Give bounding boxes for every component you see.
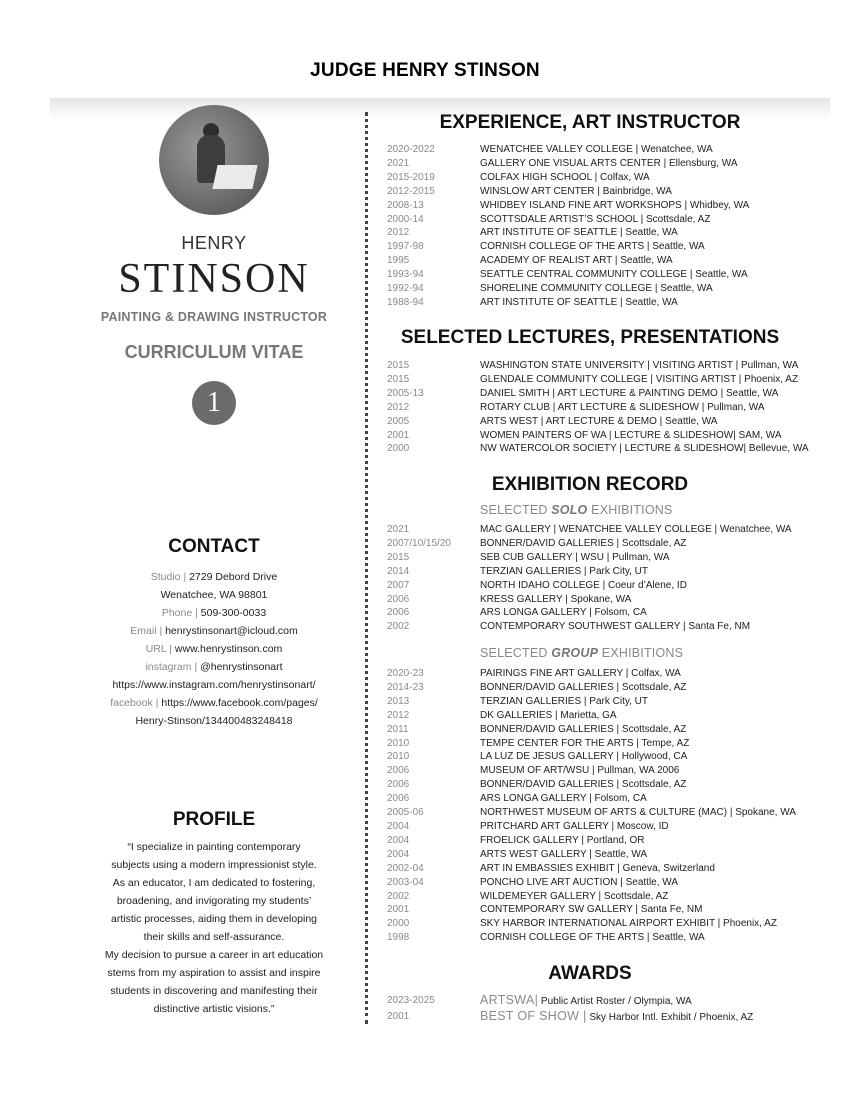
- row-text: SEATTLE CENTRAL COMMUNITY COLLEGE | Seattle, WA: [480, 269, 748, 281]
- row-text: SEB CUB GALLERY | WSU | Pullman, WA: [480, 551, 670, 563]
- list-item: [387, 792, 827, 806]
- row-year: 2014: [387, 565, 410, 577]
- list-item: [387, 373, 827, 387]
- row-text: TERZIAN GALLERIES | Park City, UT: [480, 695, 648, 707]
- row-text: GALLERY ONE VISUAL ARTS CENTER | Ellensburg, WA: [480, 157, 738, 169]
- award-desc: Public Artist Roster / Olympia, WA: [538, 996, 692, 1007]
- row-year: 2004: [387, 848, 410, 860]
- row-year: 2005-13: [387, 387, 424, 399]
- instagram-handle[interactable]: @henrystinsonart: [200, 661, 283, 673]
- row-text: GLENDALE COMMUNITY COLLEGE | VISITING ARTIST | Phoenix, AZ: [480, 373, 799, 385]
- list-item: [387, 268, 827, 282]
- list-item: [387, 750, 827, 764]
- list-item: [387, 143, 827, 157]
- row-text: NW WATERCOLOR SOCIETY | LECTURE & SLIDESHOW| Bellevue, WA: [480, 443, 809, 455]
- row-text: WASHINGTON STATE UNIVERSITY | VISITING ARTIST | Pullman, WA: [480, 360, 799, 371]
- row-year: 2021: [387, 524, 410, 535]
- list-item: [387, 157, 827, 171]
- award-name: BEST OF SHOW |: [480, 1009, 587, 1023]
- awards-heading: AWARDS: [548, 963, 632, 984]
- list-item: [387, 903, 827, 917]
- list-item: [387, 695, 827, 709]
- list-item: [387, 931, 827, 945]
- list-item: [387, 213, 827, 227]
- row-text: WINSLOW ART CENTER | Bainbridge, WA: [480, 185, 672, 197]
- profile-text: [95, 838, 333, 1018]
- row-year: 2000: [387, 918, 410, 930]
- dotted-divider: [365, 112, 368, 1024]
- award-row: [387, 1009, 827, 1025]
- award-year: 2023-2025: [387, 995, 435, 1006]
- profile-line: As an educator, I am dedicated to fostering,: [112, 877, 316, 889]
- group-subheading: SELECTED GROUP EXHIBITIONS: [480, 646, 684, 660]
- number-badge: 1: [192, 381, 236, 425]
- row-text: BONNER/DAVID GALLERIES | Scottsdale, AZ: [480, 779, 687, 791]
- row-text: MUSEUM OF ART/WSU | Pullman, WA 2006: [480, 765, 680, 777]
- row-text: PRITCHARD ART GALLERY | Moscow, ID: [480, 820, 669, 832]
- row-text: NORTH IDAHO COLLEGE | Coeur d’Alene, ID: [480, 579, 687, 591]
- list-item: [387, 226, 827, 240]
- cv-label: CURRICULUM VITAE: [124, 342, 304, 362]
- url-label: URL |: [145, 643, 172, 655]
- row-text: DK GALLERIES | Marietta, GA: [480, 709, 617, 721]
- city-line: Wenatchee, WA 98801: [160, 589, 268, 601]
- row-year: 2015: [387, 373, 410, 385]
- row-text: ROTARY CLUB | ART LECTURE & SLIDESHOW | Pullman, WA: [480, 401, 765, 413]
- first-name: HENRY: [181, 233, 247, 253]
- row-year: 2012: [387, 227, 410, 239]
- list-item: [387, 296, 827, 310]
- row-year: 2002: [387, 890, 410, 902]
- list-item: [387, 681, 827, 695]
- row-text: WILDEMEYER GALLERY | Scottsdale, AZ: [480, 890, 669, 902]
- instagram-label: instagram |: [145, 661, 198, 673]
- row-text: MAC GALLERY | WENATCHEE VALLEY COLLEGE | Wenatchee, WA: [480, 524, 792, 535]
- portrait-photo: [159, 105, 269, 215]
- list-item: [387, 185, 827, 199]
- list-item: [387, 442, 827, 456]
- list-item: [387, 723, 827, 737]
- email-label: Email |: [130, 625, 163, 637]
- row-text: BONNER/DAVID GALLERIES | Scottsdale, AZ: [480, 723, 687, 735]
- award-year: 2001: [387, 1011, 410, 1022]
- profile-line: stems from my aspiration to assist and inspire: [107, 967, 321, 979]
- row-year: 2001: [387, 429, 410, 441]
- row-text: PONCHO LIVE ART AUCTION | Seattle, WA: [480, 876, 679, 888]
- list-item: [387, 667, 827, 681]
- row-year: 1992-94: [387, 283, 424, 295]
- lectures-list: [387, 359, 827, 456]
- studio-address: 2729 Debord Drive: [189, 571, 278, 583]
- list-item: [387, 917, 827, 931]
- solo-exhibitions-list: [387, 523, 827, 634]
- list-item: [387, 240, 827, 254]
- phone-label: Phone |: [161, 607, 198, 619]
- row-year: 2020-23: [387, 668, 424, 679]
- row-text: BONNER/DAVID GALLERIES | Scottsdale, AZ: [480, 681, 687, 693]
- studio-label: Studio |: [150, 571, 187, 583]
- award-row: [387, 993, 827, 1009]
- row-year: 2007/10/15/20: [387, 537, 451, 549]
- list-item: [387, 764, 827, 778]
- list-item: [387, 359, 827, 373]
- page-title: JUDGE HENRY STINSON: [310, 60, 540, 81]
- instagram-link[interactable]: https://www.instagram.com/henrystinsonart/: [112, 679, 316, 691]
- row-year: 1995: [387, 255, 410, 267]
- row-text: NORTHWEST MUSEUM OF ARTS & CULTURE (MAC) | Spokane, WA: [480, 807, 796, 819]
- row-year: 2011: [387, 723, 409, 735]
- row-year: 2010: [387, 737, 410, 749]
- row-year: 2014-23: [387, 681, 424, 693]
- row-year: 2001: [387, 904, 410, 916]
- row-text: TEMPE CENTER FOR THE ARTS | Tempe, AZ: [480, 737, 690, 749]
- list-item: [387, 778, 827, 792]
- award-desc: Sky Harbor Intl. Exhibit / Phoenix, AZ: [586, 1012, 754, 1023]
- list-item: [387, 387, 827, 401]
- row-text: WENATCHEE VALLEY COLLEGE | Wenatchee, WA: [480, 144, 713, 155]
- row-text: SHORELINE COMMUNITY COLLEGE | Seattle, WA: [480, 283, 713, 295]
- profile-line: distinctive artistic visions.”: [153, 1003, 275, 1015]
- row-text: ARTS WEST | ART LECTURE & DEMO | Seattle, WA: [480, 415, 718, 427]
- row-text: ARS LONGA GALLERY | Folsom, CA: [480, 607, 647, 619]
- row-year: 2013: [387, 695, 410, 707]
- list-item: [387, 848, 827, 862]
- list-item: [387, 606, 827, 620]
- row-text: ART INSTITUTE OF SEATTLE | Seattle, WA: [480, 296, 678, 308]
- row-text: SKY HARBOR INTERNATIONAL AIRPORT EXHIBIT | Phoenix, AZ: [480, 918, 777, 930]
- email-link[interactable]: henrystinsonart@icloud.com: [165, 625, 298, 637]
- row-year: 2000: [387, 443, 410, 455]
- profile-line: subjects using a modern impressionist style.: [111, 859, 317, 871]
- profile-line: “I specialize in painting contemporary: [127, 841, 301, 853]
- list-item: [387, 593, 827, 607]
- row-text: BONNER/DAVID GALLERIES | Scottsdale, AZ: [480, 537, 687, 549]
- row-text: WHIDBEY ISLAND FINE ART WORKSHOPS | Whidbey, WA: [480, 199, 750, 211]
- list-item: [387, 876, 827, 890]
- row-year: 2015: [387, 551, 410, 563]
- group-exhibitions-list: [387, 667, 827, 945]
- website-link[interactable]: www.henrystinson.com: [174, 643, 283, 655]
- list-item: [387, 806, 827, 820]
- facebook-link[interactable]: https://www.facebook.com/pages/: [161, 697, 318, 709]
- row-year: 2006: [387, 765, 410, 777]
- row-year: 2015: [387, 360, 410, 371]
- row-year: 1997-98: [387, 241, 424, 253]
- profile-line: students in discovering and manifesting their: [110, 985, 318, 997]
- row-text: FROELICK GALLERY | Portland, OR: [480, 834, 645, 846]
- lectures-heading: SELECTED LECTURES, PRESENTATIONS: [400, 327, 780, 348]
- row-year: 1993-94: [387, 269, 424, 281]
- row-year: 2006: [387, 593, 410, 605]
- row-year: 2000-14: [387, 213, 424, 225]
- row-text: ART INSTITUTE OF SEATTLE | Seattle, WA: [480, 227, 678, 239]
- row-year: 2012: [387, 401, 410, 413]
- row-text: CONTEMPORARY SOUTHWEST GALLERY | Santa Fe, NM: [480, 621, 751, 633]
- award-name: ARTSWA|: [480, 993, 539, 1007]
- row-year: 2020-2022: [387, 144, 435, 155]
- row-text: DANIEL SMITH | ART LECTURE & PAINTING DEMO | Seattle, WA: [480, 387, 779, 399]
- last-name: STINSON: [118, 256, 310, 302]
- experience-heading: EXPERIENCE, ART INSTRUCTOR: [439, 112, 741, 133]
- list-item: [387, 579, 827, 593]
- facebook-label: facebook |: [110, 697, 159, 709]
- row-year: 2002-04: [387, 862, 424, 874]
- facebook-link-cont[interactable]: Henry-Stinson/134400483248418: [135, 715, 293, 727]
- list-item: [387, 282, 827, 296]
- list-item: [387, 737, 827, 751]
- list-item: [387, 401, 827, 415]
- list-item: [387, 709, 827, 723]
- profile-line: My decision to pursue a career in art education: [104, 949, 324, 961]
- list-item: [387, 551, 827, 565]
- list-item: [387, 199, 827, 213]
- row-year: 2010: [387, 751, 410, 763]
- row-text: SCOTTSDALE ARTIST’S SCHOOL | Scottsdale, AZ: [480, 213, 711, 225]
- row-year: 2002: [387, 621, 410, 633]
- contact-block: [80, 568, 348, 730]
- profile-heading: PROFILE: [172, 809, 256, 830]
- row-text: ACADEMY OF REALIST ART | Seattle, WA: [480, 255, 673, 267]
- profile-line: broadening, and invigorating my students’: [116, 895, 312, 907]
- row-year: 2005-06: [387, 807, 424, 819]
- list-item: [387, 565, 827, 579]
- row-year: 2007: [387, 579, 410, 591]
- list-item: [387, 620, 827, 634]
- row-text: CONTEMPORARY SW GALLERY | Santa Fe, NM: [480, 904, 703, 916]
- identity-panel: [80, 105, 348, 425]
- list-item: [387, 820, 827, 834]
- awards-list: [387, 993, 827, 1025]
- row-text: CORNISH COLLEGE OF THE ARTS | Seattle, WA: [480, 241, 705, 253]
- row-text: KRESS GALLERY | Spokane, WA: [480, 593, 632, 605]
- solo-subheading: SELECTED SOLO EXHIBITIONS: [480, 503, 673, 517]
- profile-line: artistic processes, aiding them in developing: [110, 913, 318, 925]
- exhibition-heading: EXHIBITION RECORD: [491, 474, 689, 495]
- phone-value: 509-300-0033: [200, 607, 267, 619]
- row-year: 2004: [387, 834, 410, 846]
- list-item: [387, 862, 827, 876]
- row-year: 2004: [387, 820, 410, 832]
- row-year: 2006: [387, 607, 410, 619]
- list-item: [387, 890, 827, 904]
- list-item: [387, 429, 827, 443]
- row-text: COLFAX HIGH SCHOOL | Colfax, WA: [480, 171, 650, 183]
- row-year: 2003-04: [387, 876, 424, 888]
- row-text: ARS LONGA GALLERY | Folsom, CA: [480, 793, 647, 805]
- row-text: TERZIAN GALLERIES | Park City, UT: [480, 565, 648, 577]
- list-item: [387, 834, 827, 848]
- experience-list: [387, 143, 827, 310]
- row-year: 2005: [387, 415, 410, 427]
- profile-line: their skills and self-assurance.: [143, 931, 285, 943]
- list-item: [387, 537, 827, 551]
- tagline: PAINTING & DRAWING INSTRUCTOR: [100, 310, 328, 324]
- row-text: CORNISH COLLEGE OF THE ARTS | Seattle, WA: [480, 932, 705, 944]
- row-year: 2012: [387, 709, 410, 721]
- list-item: [387, 171, 827, 185]
- list-item: [387, 254, 827, 268]
- row-text: ARTS WEST GALLERY | Seattle, WA: [480, 848, 648, 860]
- row-year: 2012-2015: [387, 185, 435, 197]
- row-year: 2015-2019: [387, 171, 435, 183]
- contact-heading: CONTACT: [168, 536, 260, 557]
- row-year: 1998: [387, 932, 410, 944]
- row-text: WOMEN PAINTERS OF WA | LECTURE & SLIDESHOW| SAM, WA: [480, 429, 782, 441]
- row-year: 2021: [387, 157, 410, 169]
- row-text: ART IN EMBASSIES EXHIBIT | Geneva, Switzerland: [480, 862, 715, 874]
- list-item: [387, 523, 827, 537]
- row-text: PAIRINGS FINE ART GALLERY | Colfax, WA: [480, 668, 681, 679]
- row-year: 2006: [387, 793, 410, 805]
- row-year: 2008-13: [387, 199, 424, 211]
- row-year: 1988-94: [387, 296, 424, 308]
- row-year: 2006: [387, 779, 410, 791]
- row-text: LA LUZ DE JESUS GALLERY | Hollywood, CA: [480, 751, 688, 763]
- list-item: [387, 415, 827, 429]
